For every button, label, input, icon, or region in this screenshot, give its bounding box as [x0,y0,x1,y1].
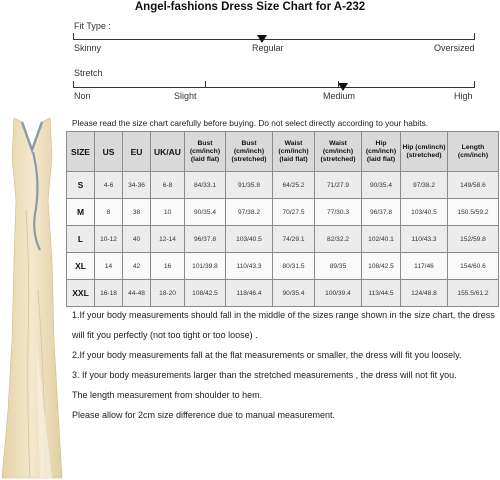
stretch-marker [338,83,348,91]
cell-hip-stretched: 97/38.2 [401,172,448,199]
stretch-option-high: High [454,91,473,101]
cell-uk-au: 18-20 [151,280,185,307]
table-header-row [67,132,499,172]
cell-waist-flat: 90/35.4 [273,280,315,307]
table-row [67,226,499,253]
header-uk-au: UK/AU [151,132,185,172]
cell-bust-flat: 84/33.1 [185,172,226,199]
chart-title: Angel-fashions Dress Size Chart for A-232 [134,1,366,13]
cell-hip-stretched: 124/48.8 [401,280,448,307]
cell-eu: 34-36 [123,172,151,199]
cell-length: 149/58.6 [448,172,499,199]
cell-hip-flat: 102/40.1 [362,226,401,253]
intro-text: Please read the size chart carefully before buying. Do not select directly according to your habits. [72,118,429,128]
note-4: The length measurement from shoulder to hem. [72,390,263,400]
cell-waist-stretched: 71/27.9 [315,172,362,199]
cell-bust-flat: 108/42.5 [185,280,226,307]
cell-hip-flat: 90/35.4 [362,172,401,199]
header-size: SIZE [67,132,95,172]
cell-hip-stretched: 103/40.5 [401,199,448,226]
cell-us: 14 [95,253,123,280]
header-bust-flat: Bust (cm/inch) (laid flat) [185,132,226,172]
stretch-option-medium: Medium [323,91,356,101]
cell-bust-stretched: 110/43.3 [226,253,273,280]
fit-type-tick-left [73,33,74,39]
cell-length: 150.5/59.2 [448,199,499,226]
header-us: US [95,132,123,172]
dress-product-image [0,110,64,480]
note-2: 2.If your body measurements fall at the flat measurements or smaller, the dress will fit you loosely. [72,350,462,360]
cell-hip-flat: 108/42.5 [362,253,401,280]
size-notes [72,305,496,425]
header-waist-flat: Waist (cm/inch) (laid flat) [273,132,315,172]
fit-option-skinny: Skinny [74,43,102,53]
stretch-line [73,87,475,88]
cell-uk-au: 10 [151,199,185,226]
stretch-tick-slight [205,81,206,87]
stretch-option-slight: Slight [174,91,197,101]
cell-size: M [67,199,95,226]
table-row [67,280,499,307]
cell-waist-flat: 74/29.1 [273,226,315,253]
stretch-label: Stretch [74,68,103,78]
cell-length: 152/59.8 [448,226,499,253]
cell-bust-stretched: 91/35.8 [226,172,273,199]
fit-option-regular: Regular [252,43,284,53]
cell-waist-flat: 80/31.5 [273,253,315,280]
cell-uk-au: 6-8 [151,172,185,199]
cell-us: 8 [95,199,123,226]
cell-waist-stretched: 82/32.2 [315,226,362,253]
cell-waist-flat: 70/27.5 [273,199,315,226]
note-3: 3. If your body measurements larger than the stretched measurements , the dress will not fit you. [72,370,457,380]
table-row [67,172,499,199]
note-1: 1.If your body measurements should fall in the middle of the sizes range shown in the size chart, the dress will fit you perfectly (not too tight or too loose) . [72,310,495,340]
cell-us: 16-18 [95,280,123,307]
cell-waist-stretched: 89/35 [315,253,362,280]
cell-bust-stretched: 97/38.2 [226,199,273,226]
header-bust-stretched: Bust (cm/inch) (stretched) [226,132,273,172]
cell-hip-stretched: 117/46 [401,253,448,280]
header-length: Length (cm/inch) [448,132,499,172]
stretch-option-non: Non [74,91,91,101]
fit-type-marker [257,35,267,43]
stretch-tick-left [73,81,74,87]
header-eu: EU [123,132,151,172]
cell-us: 4-6 [95,172,123,199]
cell-bust-flat: 101/39.8 [185,253,226,280]
fit-option-oversized: Oversized [434,43,475,53]
cell-eu: 38 [123,199,151,226]
cell-size: L [67,226,95,253]
cell-bust-stretched: 118/46.4 [226,280,273,307]
header-hip-flat: Hip (cm/inch) (laid flat) [362,132,401,172]
cell-hip-flat: 96/37.8 [362,199,401,226]
cell-size: XL [67,253,95,280]
stretch-tick-right [474,81,475,87]
cell-size: XXL [67,280,95,307]
cell-length: 154/60.6 [448,253,499,280]
cell-uk-au: 12-14 [151,226,185,253]
cell-waist-stretched: 77/30.3 [315,199,362,226]
cell-us: 10-12 [95,226,123,253]
note-5: Please allow for 2cm size difference due to manual measurement. [72,410,335,420]
header-waist-stretched: Waist (cm/inch) (stretched) [315,132,362,172]
cell-hip-flat: 113/44.5 [362,280,401,307]
size-chart-table [66,131,499,307]
cell-bust-flat: 96/37.8 [185,226,226,253]
cell-eu: 42 [123,253,151,280]
fit-type-tick-right [474,33,475,39]
cell-eu: 44-48 [123,280,151,307]
cell-waist-stretched: 100/39.4 [315,280,362,307]
fit-type-label: Fit Type : [74,21,111,31]
table-row [67,199,499,226]
fit-type-line [73,39,475,40]
cell-uk-au: 16 [151,253,185,280]
header-hip-stretched: Hip (cm/inch) (stretched) [401,132,448,172]
cell-bust-flat: 90/35.4 [185,199,226,226]
cell-length: 155.5/61.2 [448,280,499,307]
cell-eu: 40 [123,226,151,253]
cell-hip-stretched: 110/43.3 [401,226,448,253]
cell-size: S [67,172,95,199]
cell-bust-stretched: 103/40.5 [226,226,273,253]
table-row [67,253,499,280]
cell-waist-flat: 64/25.2 [273,172,315,199]
